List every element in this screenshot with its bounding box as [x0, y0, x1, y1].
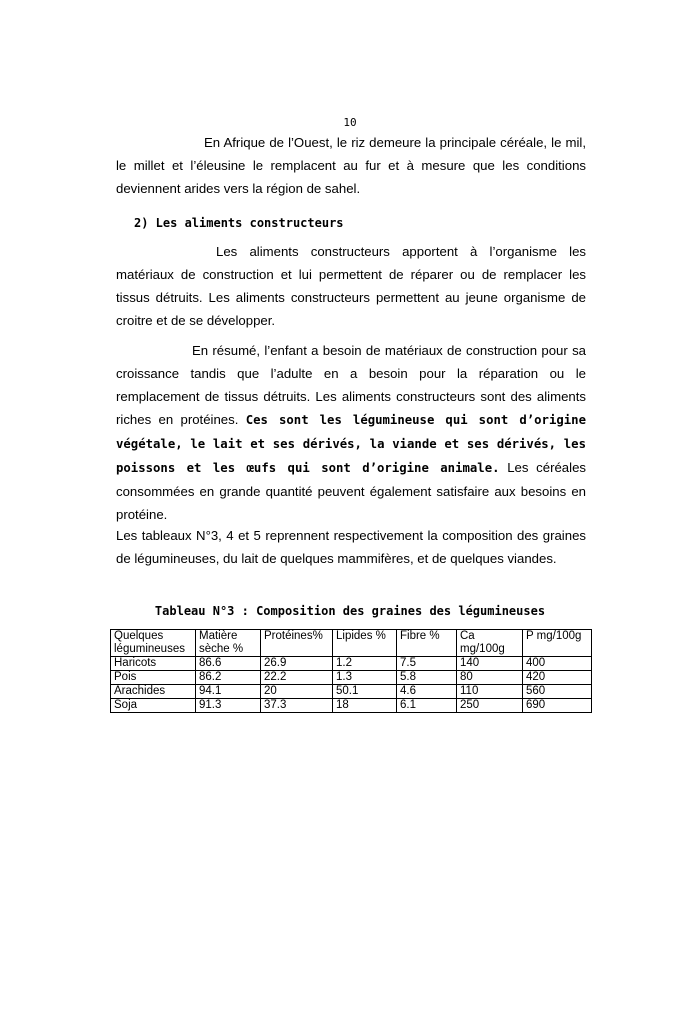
- table-cell: 94.1: [196, 685, 261, 699]
- header-cell: Quelques légumineuses: [111, 630, 196, 657]
- table-cell: 560: [523, 685, 592, 699]
- table-cell: 86.6: [196, 657, 261, 671]
- paragraph-resume-text-c: Les céréales consommées en grande quantité peuvent également satisfaire aux besoins en protéine.: [116, 460, 586, 522]
- table-cell: 140: [457, 657, 523, 671]
- table-cell: Arachides: [111, 685, 196, 699]
- table-cell: Haricots: [111, 657, 196, 671]
- table-cell: 6.1: [397, 699, 457, 713]
- header-cell: Ca mg/100g: [457, 630, 523, 657]
- table-cell: 420: [523, 671, 592, 685]
- header-cell: Fibre %: [397, 630, 457, 657]
- table-cell: 7.5: [397, 657, 457, 671]
- table-cell: 37.3: [261, 699, 333, 713]
- table-cell: 20: [261, 685, 333, 699]
- paragraph-tableaux: Les tableaux N°3, 4 et 5 reprennent respectivement la composition des graines de légumineuses, du lait de quelques mammifères, et de quelques viandes.: [116, 528, 586, 566]
- table-cell: 26.9: [261, 657, 333, 671]
- header-cell: Lipides %: [333, 630, 397, 657]
- page-number: 10: [343, 116, 357, 129]
- table-cell: 1.3: [333, 671, 397, 685]
- table-cell: 1.2: [333, 657, 397, 671]
- table-cell: 250: [457, 699, 523, 713]
- table-cell: 110: [457, 685, 523, 699]
- table-cell: 400: [523, 657, 592, 671]
- table-cell: Pois: [111, 671, 196, 685]
- paragraph-constructeurs: Les aliments constructeurs apportent à l’organisme les matériaux de construction et lui permettent de réparer ou de remplacer les tissus détruits. Les aliments constructeurs permettent au jeune organisme de croitre et de se développer.: [116, 244, 586, 328]
- table-cell: 4.6: [397, 685, 457, 699]
- section-heading: 2) Les aliments constructeurs: [134, 216, 344, 230]
- table-cell: 86.2: [196, 671, 261, 685]
- table-row: [111, 657, 592, 671]
- composition-table: [110, 629, 592, 713]
- table-cell: 18: [333, 699, 397, 713]
- table-title: Tableau N°3 : Composition des graines des légumineuses: [154, 604, 546, 618]
- table-cell: Soja: [111, 699, 196, 713]
- table-row: [111, 685, 592, 699]
- paragraph-resume-bold: Ces sont les légumineuse qui sont d’origine végétale, le lait et ses dérivés, la viande et ses dérivés, les poissons et les œufs qui sont d’origine animale.: [116, 413, 586, 475]
- table-row: [111, 671, 592, 685]
- table-cell: 91.3: [196, 699, 261, 713]
- table-cell: 22.2: [261, 671, 333, 685]
- table-cell: 5.8: [397, 671, 457, 685]
- table-header-row: [111, 630, 592, 657]
- table-cell: 50.1: [333, 685, 397, 699]
- header-cell: P mg/100g: [523, 630, 592, 657]
- paragraph-intro: En Afrique de l’Ouest, le riz demeure la principale céréale, le mil, le millet et l’éleusine le remplacent au fur et à mesure que les conditions deviennent arides vers la région de sahel.: [116, 135, 586, 196]
- paragraph-resume: [116, 339, 586, 526]
- paragraph-resume-text-a: En résumé, l’enfant a besoin de matériaux de construction pour sa croissance tandis que l’adulte en a besoin pour la réparation ou le remplacement de tissus détruits. Les aliments constructeurs sont des aliments riches en protéines.: [116, 343, 586, 427]
- table-row: [111, 699, 592, 713]
- header-cell: Protéines%: [261, 630, 333, 657]
- table-cell: 690: [523, 699, 592, 713]
- table-cell: 80: [457, 671, 523, 685]
- header-cell: Matière sèche %: [196, 630, 261, 657]
